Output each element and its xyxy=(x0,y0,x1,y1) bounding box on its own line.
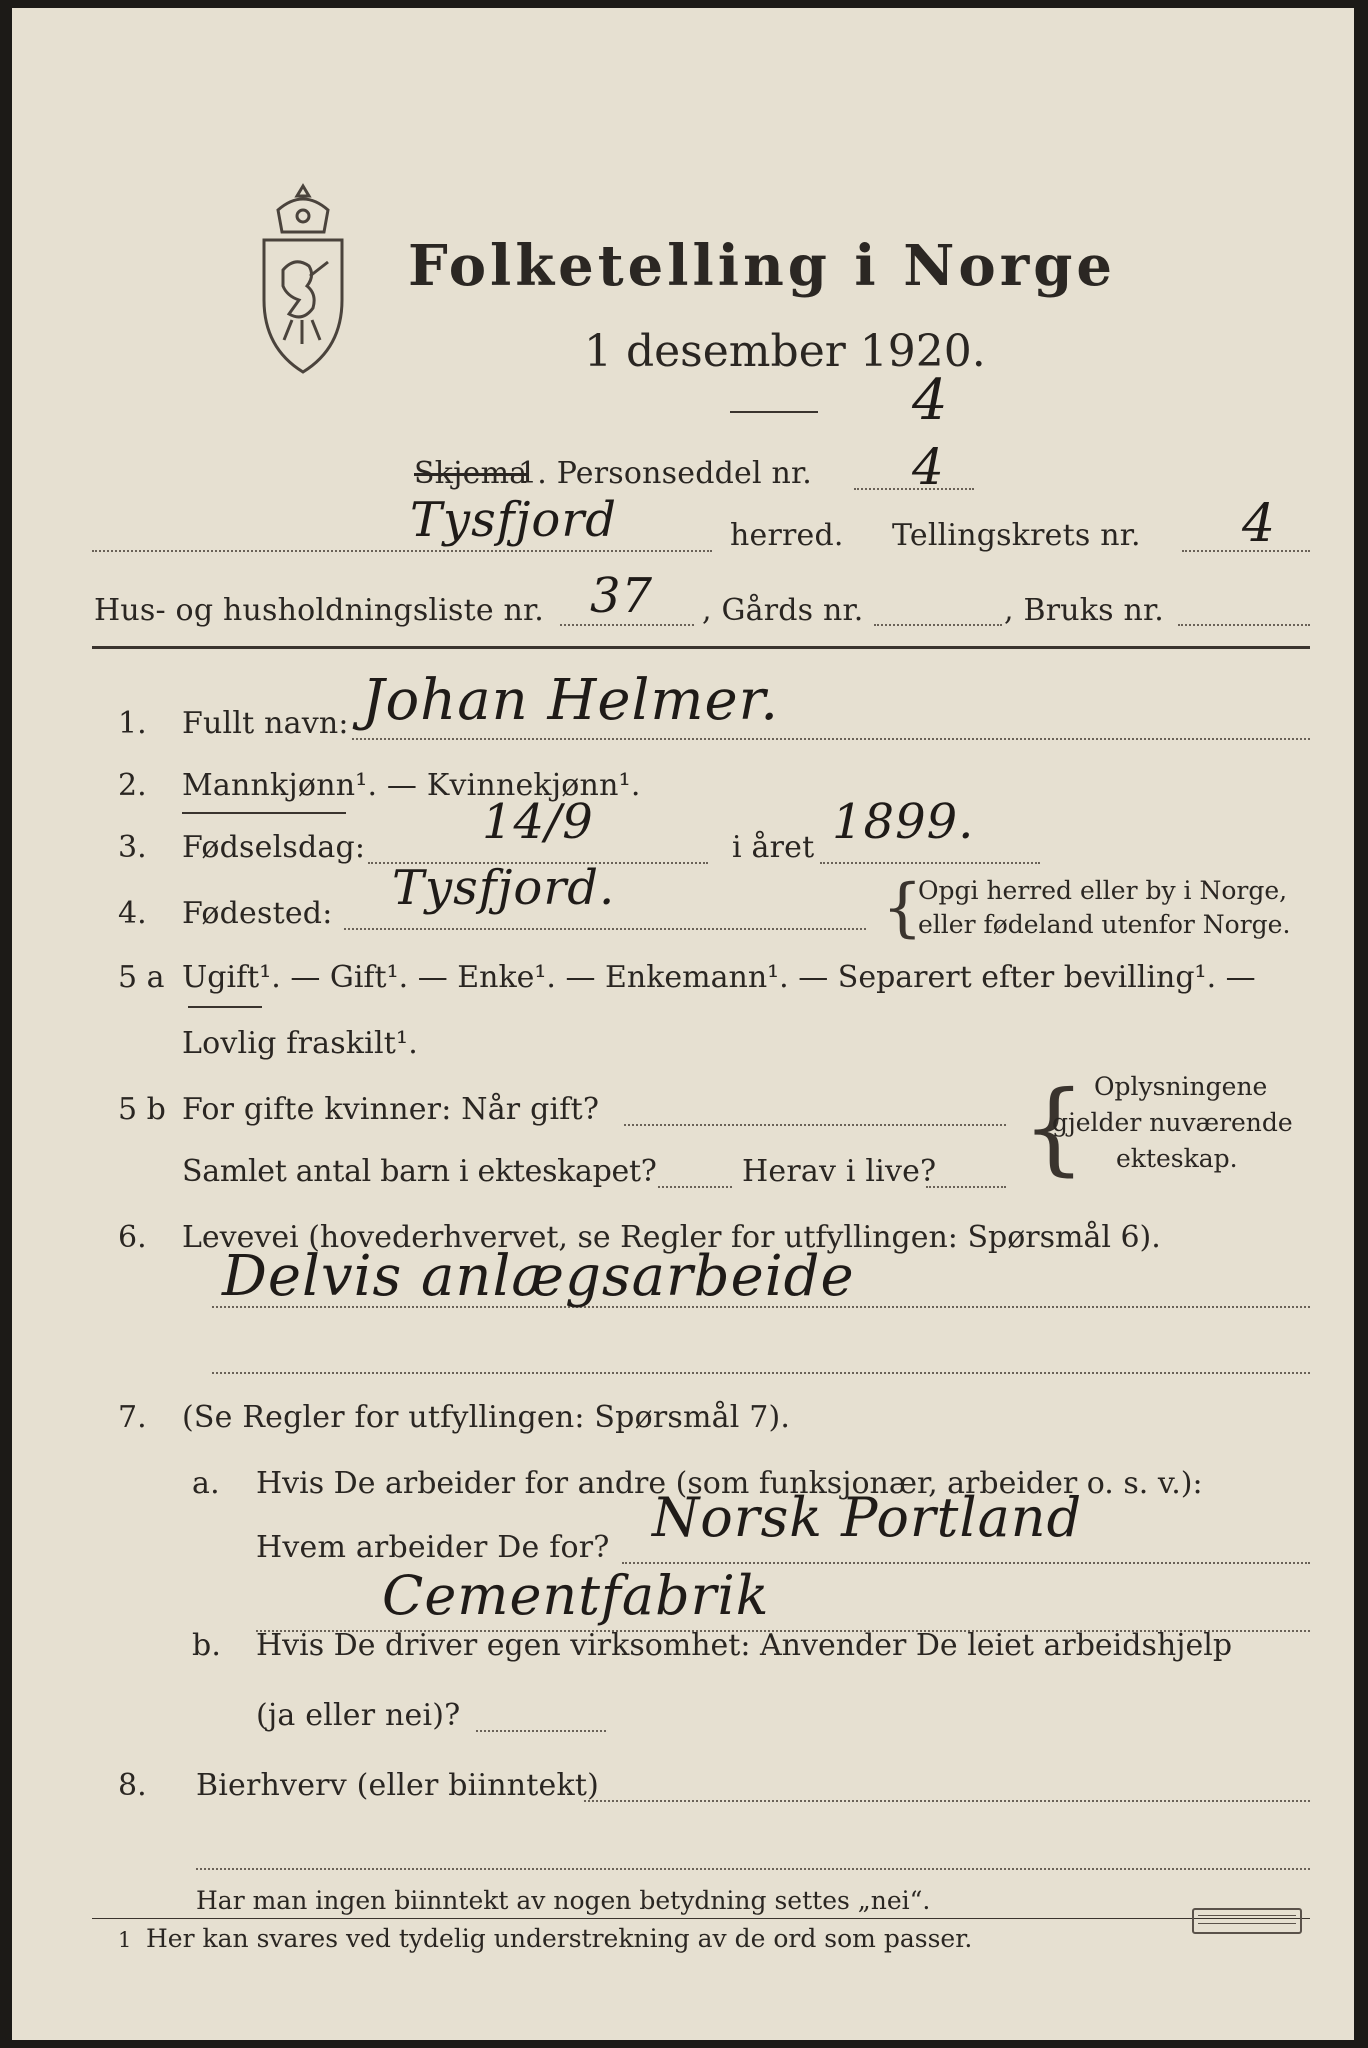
children-total-field-line xyxy=(658,1186,732,1188)
q3-number: 3. xyxy=(118,830,147,865)
married-when-field-line xyxy=(624,1124,1006,1126)
herred-field-line xyxy=(92,550,712,552)
q7a-letter: a. xyxy=(192,1466,220,1501)
side-income-label: Bierhverv (eller biinntekt) xyxy=(196,1768,600,1803)
census-form-page xyxy=(12,8,1354,2040)
husholdningsliste-value[interactable]: 37 xyxy=(590,568,654,624)
birth-year-field-line xyxy=(820,862,1040,864)
bruks-label: , Bruks nr. xyxy=(1004,593,1164,628)
employer-value-line2[interactable]: Cementfabrik xyxy=(382,1564,770,1627)
q1-number: 1. xyxy=(118,706,147,741)
tellingskrets-value[interactable]: 4 xyxy=(1242,494,1277,554)
personseddel-value[interactable]: 4 xyxy=(912,438,945,496)
footnote-mark: 1 xyxy=(118,1928,132,1952)
q1-label: Fullt navn: xyxy=(182,706,349,741)
children-alive-field-line xyxy=(926,1186,1006,1188)
children-alive-label: Herav i live? xyxy=(742,1154,937,1189)
gards-label: , Gårds nr. xyxy=(702,593,864,628)
occupation-field-line-2 xyxy=(212,1372,1310,1374)
marriage-note-line2: gjelder nuværende xyxy=(1052,1108,1293,1137)
q7-label: (Se Regler for utfyllingen: Spørsmål 7). xyxy=(182,1400,791,1435)
birthplace-note-line1: Opgi herred eller by i Norge, xyxy=(918,876,1288,905)
form-title: Folketelling i Norge xyxy=(408,233,1117,299)
q5a-number: 5 a xyxy=(118,960,165,995)
q8-number: 8. xyxy=(118,1768,147,1803)
title-underline xyxy=(730,411,818,413)
husholdningsliste-field-line xyxy=(560,624,694,626)
full-name-field-line xyxy=(352,738,1310,740)
marital-status-underline xyxy=(188,1006,262,1008)
full-name-value[interactable]: Johan Helmer. xyxy=(362,668,780,733)
q2-number: 2. xyxy=(118,768,147,803)
birth-year-label: i året xyxy=(732,830,815,865)
q3-label: Fødselsdag: xyxy=(182,830,366,865)
q7a-question: Hvis De arbeider for andre (som funksjonær, arbeider o. s. v.): xyxy=(256,1466,1203,1501)
gender-underline xyxy=(182,812,346,814)
no-income-note: Har man ingen biinntekt av nogen betydning settes „nei“. xyxy=(196,1886,931,1915)
marriage-note-brace: { xyxy=(1022,1069,1086,1186)
marital-status-options[interactable]: Ugift¹. — Gift¹. — Enke¹. — Enkemann¹. — Separert efter bevilling¹. — xyxy=(182,960,1256,995)
birthplace-note-brace: { xyxy=(882,871,923,945)
birthplace-note-line2: eller fødeland utenfor Norge. xyxy=(918,910,1291,939)
children-total-label: Samlet antal barn i ekteskapet? xyxy=(182,1154,657,1189)
q7b-question: Hvis De driver egen virksomhet: Anvender De leiet arbeidshjelp xyxy=(256,1628,1233,1663)
census-date: 1 desember 1920. xyxy=(584,326,986,377)
q7-number: 7. xyxy=(118,1400,147,1435)
q7b-letter: b. xyxy=(192,1628,222,1663)
husholdningsliste-label: Hus- og husholdningsliste nr. xyxy=(94,593,545,628)
norway-coat-of-arms-icon xyxy=(248,180,358,380)
employer-value-line1[interactable]: Norsk Portland xyxy=(652,1486,1083,1549)
marriage-note-line1: Oplysningene xyxy=(1094,1072,1268,1101)
hired-help-label: (ja eller nei)? xyxy=(256,1698,461,1733)
footnote-text: Her kan svares ved tydelig understrekning av de ord som passer. xyxy=(146,1924,973,1953)
divorced-option[interactable]: Lovlig fraskilt¹. xyxy=(182,1026,418,1061)
side-income-field-line xyxy=(584,1800,1310,1802)
birthplace-value[interactable]: Tysfjord. xyxy=(392,860,616,916)
tellingskrets-label: Tellingskrets nr. xyxy=(892,518,1141,553)
hired-help-field-line xyxy=(476,1730,606,1732)
q6-number: 6. xyxy=(118,1220,147,1255)
q4-number: 4. xyxy=(118,896,147,931)
herred-label: herred. xyxy=(730,518,844,553)
married-women-label: For gifte kvinner: Når gift? xyxy=(182,1092,600,1127)
birthdate-value[interactable]: 14/9 xyxy=(482,794,594,850)
q4-label: Fødested: xyxy=(182,896,333,931)
q5b-number: 5 b xyxy=(118,1092,166,1127)
birth-year-value[interactable]: 1899. xyxy=(832,794,975,850)
employer-label: Hvem arbeider De for? xyxy=(256,1530,610,1565)
footnote-divider xyxy=(92,1918,1310,1919)
occupation-label: Levevei (hovederhvervet, se Regler for utfyllingen: Spørsmål 6). xyxy=(182,1220,1161,1255)
printer-stamp xyxy=(1192,1908,1302,1934)
bruks-field-line xyxy=(1178,624,1310,626)
gards-field-line xyxy=(874,624,1002,626)
personseddel-label: 1. Personseddel nr. xyxy=(518,456,813,491)
gender-options[interactable]: Mannkjønn¹. — Kvinnekjønn¹. xyxy=(182,768,641,803)
marriage-note-line3: ekteskap. xyxy=(1116,1144,1238,1173)
side-income-field-line-2 xyxy=(196,1868,1310,1870)
sheet-number-handwritten[interactable]: 4 xyxy=(912,368,949,433)
header-divider xyxy=(92,646,1310,649)
skjema-prefix: Skjema xyxy=(414,456,528,491)
herred-value[interactable]: Tysfjord xyxy=(410,492,617,548)
birthplace-field-line xyxy=(344,928,866,930)
occupation-value[interactable]: Delvis anlægsarbeide xyxy=(222,1244,855,1309)
